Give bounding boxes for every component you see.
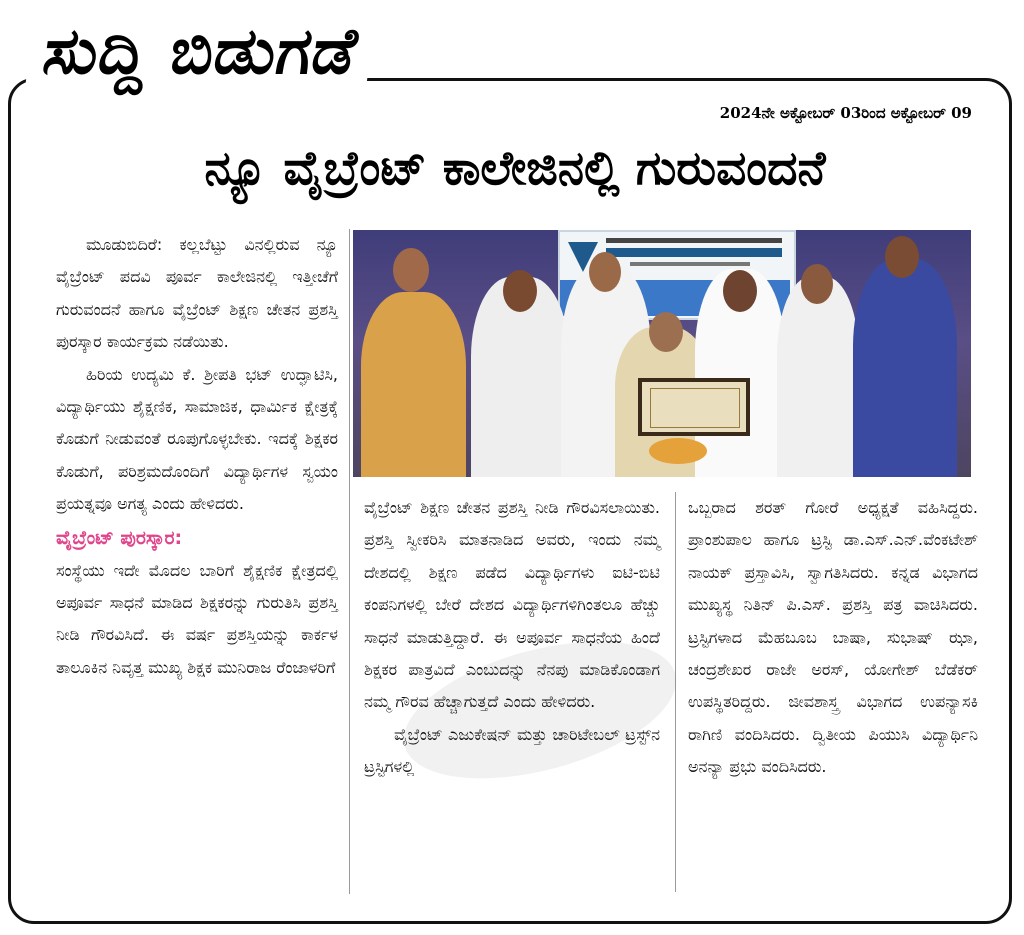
article-paragraph: ವೈಬ್ರೆಂಟ್ ಎಜುಕೇಷನ್ ಮತ್ತು ಚಾರಿಟೇಬಲ್ ಟ್ರಸ್ಟ್‌ನ ಟ್ರಸ್ಟಿಗಳಲ್ಲಿ (364, 724, 660, 777)
person-head (589, 252, 621, 292)
article-paragraph: ಹಿರಿಯ ಉದ್ಯಮಿ ಕೆ. ಶ್ರೀಪತಿ ಭಟ್ ಉದ್ಘಾಟಿಸಿ, ವಿದ್ಯಾರ್ಥಿಯು ಶೈಕ್ಷಣಿಕ, ಸಾಮಾಜಿಕ, ಧಾರ್ಮಿಕ ಕ್ಷೇತ್ರಕ್ಕೆ ಕೊಡುಗೆ ನೀಡುವಂತೆ ರೂಪುಗೊಳ್ಳಬೇಕು. ಇದಕ್ಕೆ ಶಿಕ್ಷಕರ ಕೊಡುಗೆ, ಪರಿಶ್ರಮದೊಂದಿಗೆ ವಿದ್ಯಾರ್ಥಿಗಳ ಸ್ವಯಂ ಪ್ರಯತ್ನವೂ ಅಗತ್ಯ ಎಂದು ಹೇಳಿದರು. (56, 364, 338, 514)
person-head (885, 236, 919, 278)
article-column-1 (56, 229, 338, 684)
banner-text-line (606, 248, 782, 257)
person-head (723, 270, 757, 312)
person-figure (777, 277, 859, 477)
person-figure (853, 259, 957, 477)
article-column-3 (688, 492, 978, 784)
article-paragraph: ಸಂಸ್ಥೆಯು ಇದೇ ಮೊದಲ ಬಾರಿಗೆ ಶೈಕ್ಷಣಿಕ ಕ್ಷೇತ್ರದಲ್ಲಿ ಅಪೂರ್ವ ಸಾಧನೆ ಮಾಡಿದ ಶಿಕ್ಷಕರನ್ನು ಗುರುತಿಸಿ ಪ್ರಶಸ್ತಿ ನೀಡಿ ಗೌರವಿಸಿದೆ. ಈ ವರ್ಷ ಪ್ರಶಸ್ತಿಯನ್ನು ಕಾರ್ಕಳ ತಾಲೂಕಿನ ನಿವೃತ್ತ ಮುಖ್ಯ ಶಿಕ್ಷಕ ಮುನಿರಾಜ ರೆಂಜಾಳರಿಗೆ (56, 560, 338, 677)
article-subhead: ವೈಬ್ರೆಂಟ್ ಪುರಸ್ಕಾರ: (56, 526, 183, 549)
column-divider (349, 229, 350, 894)
masthead-title: ಸುದ್ದಿ ಬಿಡುಗಡೆ (24, 6, 378, 98)
headline: ನ್ಯೂ ವೈಬ್ರೆಂಟ್ ಕಾಲೇಜಿನಲ್ಲಿ ಗುರುವಂದನೆ (204, 141, 826, 196)
plaque-inner (650, 388, 740, 428)
person-head (503, 270, 537, 312)
article-paragraph: ಒಬ್ಬರಾದ ಶರತ್ ಗೋರೆ ಅಧ್ಯಕ್ಷತೆ ವಹಿಸಿದ್ದರು. ಪ್ರಾಂಶುಪಾಲ ಹಾಗೂ ಟ್ರಸ್ಟಿ ಡಾ.ಎಸ್.ಎನ್.ವೆಂಕಟೇಶ್ ನಾಯಕ್ ಪ್ರಸ್ತಾವಿಸಿ, ಸ್ವಾಗತಿಸಿದರು. ಕನ್ನಡ ವಿಭಾಗದ ಮುಖ್ಯಸ್ಥ ನಿತಿನ್ ಪಿ.ಎಸ್. ಪ್ರಶಸ್ತಿ ಪತ್ರ ವಾಚಿಸಿದರು. ಟ್ರಸ್ಟಿಗಳಾದ ಮೆಹಬೂಬ ಬಾಷಾ, ಸುಭಾಷ್ ಝಾ, ಚಂದ್ರಶೇಖರ ರಾಜೇ ಅರಸ್, ಯೋಗೇಶ್ ಬೆಡೆಕರ್ ಉಪಸ್ಥಿತರಿದ್ದರು. ಜೀವಶಾಸ್ತ್ರ ವಿಭಾಗದ ಉಪನ್ಯಾಸಕಿ ರಾಗಿಣಿ ವಂದಿಸಿದರು. ದ್ವಿತೀಯ ಪಿಯುಸಿ ವಿದ್ಯಾರ್ಥಿನಿ ಅನನ್ಯಾ ಪ್ರಭು ವಂದಿಸಿದರು. (688, 498, 978, 777)
person-figure (361, 292, 466, 477)
column-divider (675, 492, 676, 892)
fruit-basket (649, 438, 707, 464)
person-head (649, 312, 683, 352)
dateline: 2024ನೇ ಅಕ್ಟೋಬರ್ 03ರಿಂದ ಅಕ್ಟೋಬರ್ 09 (719, 104, 972, 122)
event-photo (353, 230, 971, 477)
article-paragraph: ಮೂಡುಬಿದಿರೆ: ಕಲ್ಲಬೆಟ್ಟು ವಿನಲ್ಲಿರುವ ನ್ಯೂ ವೈಬ್ರೆಂಟ್ ಪದವಿ ಪೂರ್ವ ಕಾಲೇಜಿನಲ್ಲಿ ಇತ್ತೀಚೆಗೆ ಗುರುವಂದನೆ ಹಾಗೂ ವೈಬ್ರೆಂಟ್ ಶಿಕ್ಷಣ ಚೇತನ ಪ್ರಶಸ್ತಿ ಪುರಸ್ಕಾರ ಕಾರ್ಯಕ್ರಮ ನಡೆಯಿತು. (56, 235, 338, 352)
person-head (801, 264, 833, 304)
article-column-2 (364, 492, 660, 784)
banner-text-line (606, 238, 782, 243)
article-paragraph: ವೈಬ್ರೆಂಟ್ ಶಿಕ್ಷಣ ಚೇತನ ಪ್ರಶಸ್ತಿ ನೀಡಿ ಗೌರವಿಸಲಾಯಿತು. ಪ್ರಶಸ್ತಿ ಸ್ವೀಕರಿಸಿ ಮಾತನಾಡಿದ ಅವರು, ಇಂದು ನಮ್ಮ ದೇಶದಲ್ಲಿ ಶಿಕ್ಷಣ ಪಡೆದ ವಿದ್ಯಾರ್ಥಿಗಳು ಐಟಿ-ಬಿಟಿ ಕಂಪನಿಗಳಲ್ಲಿ ಬೇರೆ ದೇಶದ ವಿದ್ಯಾರ್ಥಿಗಳಿಗಿಂತಲೂ ಹೆಚ್ಚು ಸಾಧನೆ ಮಾಡುತ್ತಿದ್ದಾರೆ. ಈ ಅಪೂರ್ವ ಸಾಧನೆಯ ಹಿಂದೆ ಶಿಕ್ಷಕರ ಪಾತ್ರವಿದೆ ಎಂಬುದನ್ನು ನೆನಪು ಮಾಡಿಕೊಂಡಾಗ ನಮ್ಮ ಗೌರವ ಹೆಚ್ಚಾಗುತ್ತದೆ ಎಂದು ಹೇಳಿದರು. (364, 498, 660, 712)
person-head (393, 248, 429, 292)
banner-text-line (630, 262, 750, 266)
award-plaque (638, 378, 750, 436)
